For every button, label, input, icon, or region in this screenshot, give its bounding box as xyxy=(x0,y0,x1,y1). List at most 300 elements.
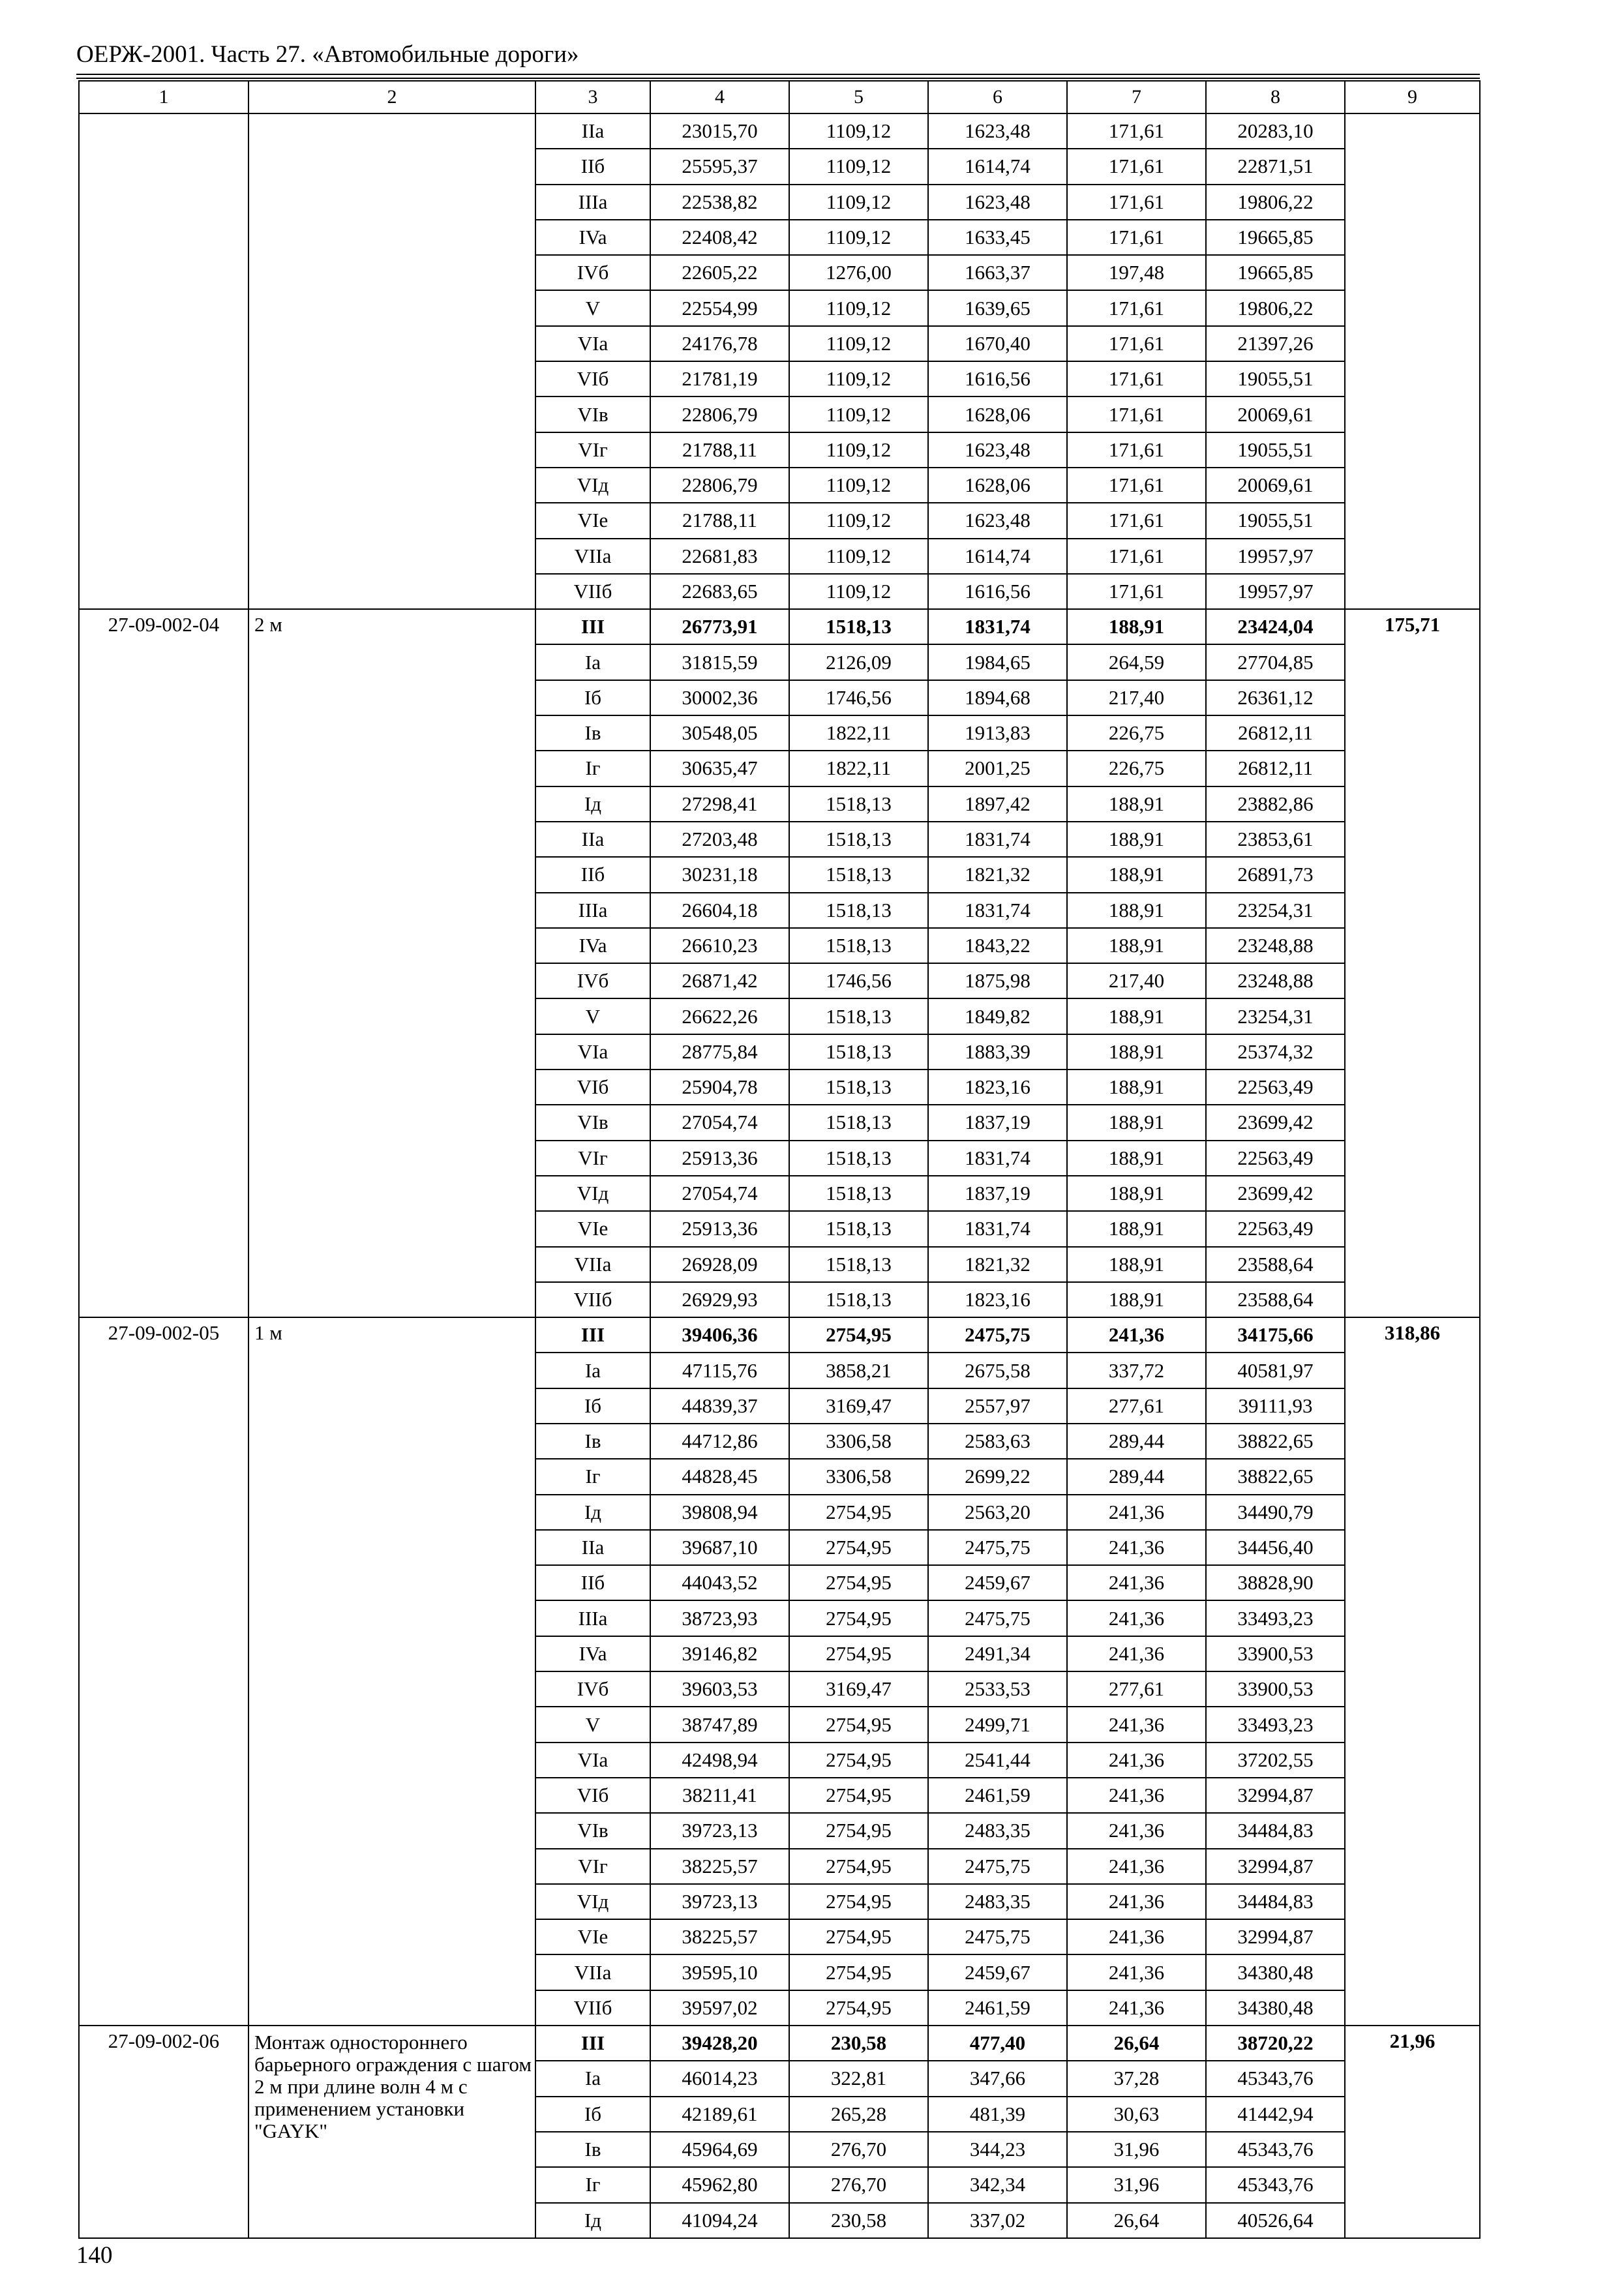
value-cell: 26891,73 xyxy=(1206,857,1345,892)
value-cell: 2461,59 xyxy=(928,1990,1067,2026)
column-number: 5 xyxy=(789,81,928,113)
value-cell: 1518,13 xyxy=(789,1211,928,1246)
value-cell: 1109,12 xyxy=(789,326,928,361)
value-cell: 25904,78 xyxy=(650,1070,789,1105)
value-cell: 171,61 xyxy=(1067,185,1206,220)
value-cell: 2475,75 xyxy=(928,1849,1067,1884)
value-cell: 2754,95 xyxy=(789,1600,928,1636)
value-cell: 188,91 xyxy=(1067,822,1206,857)
value-cell: 276,70 xyxy=(789,2132,928,2167)
value-cell: 2754,95 xyxy=(789,1707,928,1742)
value-cell: 241,36 xyxy=(1067,1990,1206,2026)
value-cell: 39146,82 xyxy=(650,1636,789,1671)
value-cell: 1831,74 xyxy=(928,1141,1067,1176)
value-cell: 39808,94 xyxy=(650,1495,789,1530)
value-cell: 1518,13 xyxy=(789,1247,928,1282)
value-cell: 171,61 xyxy=(1067,574,1206,609)
work-name: 1 м xyxy=(248,1317,535,2026)
value-cell: 1821,32 xyxy=(928,1247,1067,1282)
value-cell: 27298,41 xyxy=(650,786,789,822)
value-cell: 25913,36 xyxy=(650,1211,789,1246)
value-cell: 27054,74 xyxy=(650,1176,789,1211)
value-cell: 34484,83 xyxy=(1206,1884,1345,1919)
value-cell: 45343,76 xyxy=(1206,2061,1345,2096)
value-cell: 23882,86 xyxy=(1206,786,1345,822)
value-cell: 39723,13 xyxy=(650,1813,789,1848)
value-cell: 37,28 xyxy=(1067,2061,1206,2096)
value-cell: 45962,80 xyxy=(650,2167,789,2202)
zone-cell: VIIб xyxy=(535,574,650,609)
value-cell: 30002,36 xyxy=(650,680,789,715)
value-cell: 2499,71 xyxy=(928,1707,1067,1742)
value-cell: 39723,13 xyxy=(650,1884,789,1919)
value-cell: 25913,36 xyxy=(650,1141,789,1176)
norm-code: 27-09-002-05 xyxy=(79,1317,248,2026)
value-cell: 19806,22 xyxy=(1206,290,1345,325)
value-cell: 171,61 xyxy=(1067,468,1206,503)
value-cell: 171,61 xyxy=(1067,361,1206,396)
labor-cost: 175,71 xyxy=(1345,609,1480,1317)
table-row xyxy=(79,2026,1480,2061)
value-cell: 3306,58 xyxy=(789,1459,928,1494)
value-cell: 188,91 xyxy=(1067,609,1206,644)
value-cell: 1109,12 xyxy=(789,361,928,396)
value-cell: 1109,12 xyxy=(789,468,928,503)
value-cell: 337,72 xyxy=(1067,1353,1206,1388)
value-cell: 1518,13 xyxy=(789,1070,928,1105)
value-cell: 1109,12 xyxy=(789,539,928,574)
value-cell: 1822,11 xyxy=(789,715,928,751)
value-cell: 41442,94 xyxy=(1206,2097,1345,2132)
value-cell: 342,34 xyxy=(928,2167,1067,2202)
zone-cell: VIв xyxy=(535,1105,650,1140)
value-cell: 27203,48 xyxy=(650,822,789,857)
zone-cell: Iг xyxy=(535,751,650,786)
zone-cell: VIг xyxy=(535,1849,650,1884)
value-cell: 30635,47 xyxy=(650,751,789,786)
zone-cell: IVa xyxy=(535,1636,650,1671)
value-cell: 2491,34 xyxy=(928,1636,1067,1671)
value-cell: 32994,87 xyxy=(1206,1778,1345,1813)
value-cell: 42498,94 xyxy=(650,1743,789,1778)
zone-cell: VIб xyxy=(535,1070,650,1105)
column-number: 9 xyxy=(1345,81,1480,113)
value-cell: 1109,12 xyxy=(789,113,928,149)
value-cell: 30548,05 xyxy=(650,715,789,751)
value-cell: 38822,65 xyxy=(1206,1424,1345,1459)
value-cell: 1109,12 xyxy=(789,503,928,538)
value-cell: 188,91 xyxy=(1067,998,1206,1034)
value-cell: 1616,56 xyxy=(928,574,1067,609)
value-cell: 1109,12 xyxy=(789,185,928,220)
zone-cell: IIa xyxy=(535,113,650,149)
zone-cell: VIд xyxy=(535,468,650,503)
value-cell: 226,75 xyxy=(1067,751,1206,786)
value-cell: 2459,67 xyxy=(928,1954,1067,1990)
zone-cell: Iд xyxy=(535,1495,650,1530)
norm-code: 27-09-002-06 xyxy=(79,2026,248,2238)
value-cell: 1109,12 xyxy=(789,396,928,432)
value-cell: 1746,56 xyxy=(789,963,928,998)
value-cell: 23248,88 xyxy=(1206,963,1345,998)
zone-cell: VIe xyxy=(535,1211,650,1246)
value-cell: 188,91 xyxy=(1067,857,1206,892)
value-cell: 1518,13 xyxy=(789,1141,928,1176)
value-cell: 23699,42 xyxy=(1206,1105,1345,1140)
value-cell: 2675,58 xyxy=(928,1353,1067,1388)
value-cell: 1518,13 xyxy=(789,822,928,857)
value-cell: 289,44 xyxy=(1067,1459,1206,1494)
value-cell: 2533,53 xyxy=(928,1671,1067,1707)
value-cell: 1518,13 xyxy=(789,1176,928,1211)
value-cell: 277,61 xyxy=(1067,1388,1206,1424)
value-cell: 32994,87 xyxy=(1206,1919,1345,1954)
value-cell: 1843,22 xyxy=(928,928,1067,963)
value-cell: 2483,35 xyxy=(928,1884,1067,1919)
zone-cell: IVб xyxy=(535,255,650,290)
zone-cell: IVб xyxy=(535,1671,650,1707)
value-cell: 277,61 xyxy=(1067,1671,1206,1707)
value-cell: 276,70 xyxy=(789,2167,928,2202)
value-cell: 241,36 xyxy=(1067,1778,1206,1813)
value-cell: 40526,64 xyxy=(1206,2203,1345,2238)
value-cell: 20069,61 xyxy=(1206,468,1345,503)
column-number: 4 xyxy=(650,81,789,113)
value-cell: 23248,88 xyxy=(1206,928,1345,963)
value-cell: 31,96 xyxy=(1067,2167,1206,2202)
value-cell: 3306,58 xyxy=(789,1424,928,1459)
value-cell: 38211,41 xyxy=(650,1778,789,1813)
value-cell: 38723,93 xyxy=(650,1600,789,1636)
value-cell: 20283,10 xyxy=(1206,113,1345,149)
value-cell: 264,59 xyxy=(1067,644,1206,680)
value-cell: 1518,13 xyxy=(789,998,928,1034)
zone-cell: Ia xyxy=(535,1353,650,1388)
value-cell: 188,91 xyxy=(1067,1211,1206,1246)
value-cell: 171,61 xyxy=(1067,539,1206,574)
zone-cell: IIa xyxy=(535,822,650,857)
value-cell: 481,39 xyxy=(928,2097,1067,2132)
value-cell: 38747,89 xyxy=(650,1707,789,1742)
column-number: 8 xyxy=(1206,81,1345,113)
value-cell: 2461,59 xyxy=(928,1778,1067,1813)
header-rule xyxy=(76,74,1480,75)
zone-cell: Iг xyxy=(535,1459,650,1494)
value-cell: 1831,74 xyxy=(928,893,1067,928)
value-cell: 2754,95 xyxy=(789,1495,928,1530)
value-cell: 22563,49 xyxy=(1206,1211,1345,1246)
zone-cell: VIIб xyxy=(535,1282,650,1317)
zone-cell: V xyxy=(535,290,650,325)
value-cell: 22871,51 xyxy=(1206,149,1345,184)
page-header-title: ОЕРЖ-2001. Часть 27. «Автомобильные дороги» xyxy=(76,41,579,68)
value-cell: 241,36 xyxy=(1067,1884,1206,1919)
value-cell: 197,48 xyxy=(1067,255,1206,290)
value-cell: 23254,31 xyxy=(1206,998,1345,1034)
zone-cell: IIIa xyxy=(535,1600,650,1636)
labor-cost: 318,86 xyxy=(1345,1317,1480,2026)
table-row xyxy=(79,1317,1480,1353)
zone-cell: VIe xyxy=(535,1919,650,1954)
value-cell: 230,58 xyxy=(789,2203,928,2238)
value-cell: 2475,75 xyxy=(928,1919,1067,1954)
value-cell: 26812,11 xyxy=(1206,715,1345,751)
value-cell: 1109,12 xyxy=(789,149,928,184)
zone-cell: III xyxy=(535,1317,650,1353)
zone-cell: IIa xyxy=(535,1530,650,1565)
value-cell: 241,36 xyxy=(1067,1743,1206,1778)
value-cell: 22681,83 xyxy=(650,539,789,574)
value-cell: 3858,21 xyxy=(789,1353,928,1388)
column-number: 7 xyxy=(1067,81,1206,113)
zone-cell: Iб xyxy=(535,680,650,715)
value-cell: 1670,40 xyxy=(928,326,1067,361)
value-cell: 38225,57 xyxy=(650,1849,789,1884)
zone-cell: IVa xyxy=(535,928,650,963)
column-number: 2 xyxy=(248,81,535,113)
value-cell: 226,75 xyxy=(1067,715,1206,751)
value-cell: 241,36 xyxy=(1067,1813,1206,1848)
value-cell: 23254,31 xyxy=(1206,893,1345,928)
value-cell: 38828,90 xyxy=(1206,1565,1345,1600)
value-cell: 45343,76 xyxy=(1206,2167,1345,2202)
zone-cell: Iд xyxy=(535,786,650,822)
value-cell: 44839,37 xyxy=(650,1388,789,1424)
zone-cell: IVa xyxy=(535,220,650,255)
value-cell: 2483,35 xyxy=(928,1813,1067,1848)
zone-cell: VIIa xyxy=(535,539,650,574)
value-cell: 26361,12 xyxy=(1206,680,1345,715)
zone-cell: III xyxy=(535,609,650,644)
value-cell: 41094,24 xyxy=(650,2203,789,2238)
value-cell: 20069,61 xyxy=(1206,396,1345,432)
value-cell: 1518,13 xyxy=(789,1105,928,1140)
value-cell: 2754,95 xyxy=(789,1530,928,1565)
zone-cell: Iв xyxy=(535,1424,650,1459)
table-row xyxy=(79,609,1480,644)
value-cell: 19806,22 xyxy=(1206,185,1345,220)
value-cell: 2583,63 xyxy=(928,1424,1067,1459)
header-rule-double xyxy=(76,78,1480,79)
zone-cell: VIa xyxy=(535,1034,650,1070)
value-cell: 1897,42 xyxy=(928,786,1067,822)
value-cell: 25374,32 xyxy=(1206,1034,1345,1070)
value-cell: 1633,45 xyxy=(928,220,1067,255)
value-cell: 1823,16 xyxy=(928,1282,1067,1317)
value-cell: 26604,18 xyxy=(650,893,789,928)
value-cell: 22605,22 xyxy=(650,255,789,290)
value-cell: 23588,64 xyxy=(1206,1247,1345,1282)
value-cell: 19055,51 xyxy=(1206,503,1345,538)
value-cell: 1831,74 xyxy=(928,1211,1067,1246)
value-cell: 21788,11 xyxy=(650,503,789,538)
value-cell: 1628,06 xyxy=(928,396,1067,432)
zone-cell: VIд xyxy=(535,1884,650,1919)
zone-cell: VIв xyxy=(535,1813,650,1848)
value-cell: 39687,10 xyxy=(650,1530,789,1565)
zone-cell: VIг xyxy=(535,1141,650,1176)
value-cell: 2001,25 xyxy=(928,751,1067,786)
value-cell: 23015,70 xyxy=(650,113,789,149)
value-cell: 33900,53 xyxy=(1206,1671,1345,1707)
value-cell: 1883,39 xyxy=(928,1034,1067,1070)
value-cell: 2754,95 xyxy=(789,1778,928,1813)
value-cell: 1518,13 xyxy=(789,857,928,892)
value-cell: 26,64 xyxy=(1067,2026,1206,2061)
zone-cell: Iб xyxy=(535,2097,650,2132)
value-cell: 171,61 xyxy=(1067,432,1206,468)
value-cell: 477,40 xyxy=(928,2026,1067,2061)
value-cell: 1663,37 xyxy=(928,255,1067,290)
value-cell: 21397,26 xyxy=(1206,326,1345,361)
value-cell: 2475,75 xyxy=(928,1600,1067,1636)
value-cell: 241,36 xyxy=(1067,1954,1206,1990)
value-cell: 27054,74 xyxy=(650,1105,789,1140)
value-cell: 2754,95 xyxy=(789,1743,928,1778)
column-number: 6 xyxy=(928,81,1067,113)
value-cell: 2459,67 xyxy=(928,1565,1067,1600)
value-cell: 19957,97 xyxy=(1206,574,1345,609)
value-cell: 19055,51 xyxy=(1206,361,1345,396)
value-cell: 1614,74 xyxy=(928,539,1067,574)
zone-cell: VIг xyxy=(535,432,650,468)
value-cell: 46014,23 xyxy=(650,2061,789,2096)
value-cell: 44043,52 xyxy=(650,1565,789,1600)
value-cell: 217,40 xyxy=(1067,680,1206,715)
value-cell: 22563,49 xyxy=(1206,1141,1345,1176)
value-cell: 1518,13 xyxy=(789,928,928,963)
value-cell: 1913,83 xyxy=(928,715,1067,751)
value-cell: 22806,79 xyxy=(650,468,789,503)
value-cell: 22554,99 xyxy=(650,290,789,325)
value-cell: 241,36 xyxy=(1067,1600,1206,1636)
value-cell: 171,61 xyxy=(1067,290,1206,325)
value-cell: 31815,59 xyxy=(650,644,789,680)
value-cell: 19055,51 xyxy=(1206,432,1345,468)
value-cell: 1639,65 xyxy=(928,290,1067,325)
value-cell: 1109,12 xyxy=(789,290,928,325)
value-cell: 26773,91 xyxy=(650,609,789,644)
zone-cell: IIIa xyxy=(535,893,650,928)
value-cell: 23699,42 xyxy=(1206,1176,1345,1211)
value-cell: 1518,13 xyxy=(789,1034,928,1070)
value-cell: 230,58 xyxy=(789,2026,928,2061)
value-cell: 47115,76 xyxy=(650,1353,789,1388)
value-cell: 42189,61 xyxy=(650,2097,789,2132)
value-cell: 40581,97 xyxy=(1206,1353,1345,1388)
value-cell: 1894,68 xyxy=(928,680,1067,715)
value-cell: 38822,65 xyxy=(1206,1459,1345,1494)
value-cell: 26929,93 xyxy=(650,1282,789,1317)
value-cell: 217,40 xyxy=(1067,963,1206,998)
value-cell: 2475,75 xyxy=(928,1317,1067,1353)
value-cell: 2563,20 xyxy=(928,1495,1067,1530)
value-cell: 31,96 xyxy=(1067,2132,1206,2167)
value-cell: 1822,11 xyxy=(789,751,928,786)
zone-cell: VIв xyxy=(535,396,650,432)
zone-cell: Ia xyxy=(535,644,650,680)
zone-cell: VIб xyxy=(535,361,650,396)
value-cell: 1984,65 xyxy=(928,644,1067,680)
value-cell: 171,61 xyxy=(1067,220,1206,255)
value-cell: 2541,44 xyxy=(928,1743,1067,1778)
value-cell: 188,91 xyxy=(1067,1034,1206,1070)
value-cell: 32994,87 xyxy=(1206,1849,1345,1884)
value-cell: 34380,48 xyxy=(1206,1954,1345,1990)
value-cell: 337,02 xyxy=(928,2203,1067,2238)
value-cell: 30231,18 xyxy=(650,857,789,892)
value-cell: 34484,83 xyxy=(1206,1813,1345,1848)
value-cell: 2754,95 xyxy=(789,1884,928,1919)
zone-cell: V xyxy=(535,1707,650,1742)
value-cell: 241,36 xyxy=(1067,1495,1206,1530)
value-cell: 241,36 xyxy=(1067,1849,1206,1884)
value-cell: 44712,86 xyxy=(650,1424,789,1459)
value-cell: 1623,48 xyxy=(928,432,1067,468)
value-cell: 1614,74 xyxy=(928,149,1067,184)
zone-cell: IVб xyxy=(535,963,650,998)
value-cell: 39111,93 xyxy=(1206,1388,1345,1424)
value-cell: 22806,79 xyxy=(650,396,789,432)
value-cell: 19665,85 xyxy=(1206,255,1345,290)
value-cell: 1831,74 xyxy=(928,822,1067,857)
value-cell: 26812,11 xyxy=(1206,751,1345,786)
value-cell: 2126,09 xyxy=(789,644,928,680)
column-number: 1 xyxy=(79,81,248,113)
value-cell: 188,91 xyxy=(1067,893,1206,928)
value-cell: 26,64 xyxy=(1067,2203,1206,2238)
value-cell: 2754,95 xyxy=(789,1990,928,2026)
value-cell: 34175,66 xyxy=(1206,1317,1345,1353)
value-cell: 25595,37 xyxy=(650,149,789,184)
value-cell: 22563,49 xyxy=(1206,1070,1345,1105)
value-cell: 2754,95 xyxy=(789,1317,928,1353)
value-cell: 44828,45 xyxy=(650,1459,789,1494)
work-name: 2 м xyxy=(248,609,535,1317)
value-cell: 23853,61 xyxy=(1206,822,1345,857)
value-cell: 22538,82 xyxy=(650,185,789,220)
value-cell: 38720,22 xyxy=(1206,2026,1345,2061)
value-cell: 1518,13 xyxy=(789,893,928,928)
value-cell: 23424,04 xyxy=(1206,609,1345,644)
value-cell: 344,23 xyxy=(928,2132,1067,2167)
value-cell: 2475,75 xyxy=(928,1530,1067,1565)
value-cell: 1823,16 xyxy=(928,1070,1067,1105)
zone-cell: VIa xyxy=(535,1743,650,1778)
table-row xyxy=(79,113,1480,149)
value-cell: 3169,47 xyxy=(789,1388,928,1424)
value-cell: 1276,00 xyxy=(789,255,928,290)
zone-cell: Iд xyxy=(535,2203,650,2238)
value-cell: 188,91 xyxy=(1067,1105,1206,1140)
value-cell: 1875,98 xyxy=(928,963,1067,998)
value-cell: 33493,23 xyxy=(1206,1707,1345,1742)
value-cell: 26871,42 xyxy=(650,963,789,998)
value-cell: 171,61 xyxy=(1067,396,1206,432)
zone-cell: Iг xyxy=(535,2167,650,2202)
value-cell: 171,61 xyxy=(1067,503,1206,538)
value-cell: 38225,57 xyxy=(650,1919,789,1954)
value-cell: 2754,95 xyxy=(789,1813,928,1848)
value-cell: 30,63 xyxy=(1067,2097,1206,2132)
zone-cell: Iб xyxy=(535,1388,650,1424)
value-cell: 24176,78 xyxy=(650,326,789,361)
value-cell: 1821,32 xyxy=(928,857,1067,892)
value-cell: 33493,23 xyxy=(1206,1600,1345,1636)
value-cell: 39595,10 xyxy=(650,1954,789,1990)
zone-cell: V xyxy=(535,998,650,1034)
value-cell: 1518,13 xyxy=(789,786,928,822)
